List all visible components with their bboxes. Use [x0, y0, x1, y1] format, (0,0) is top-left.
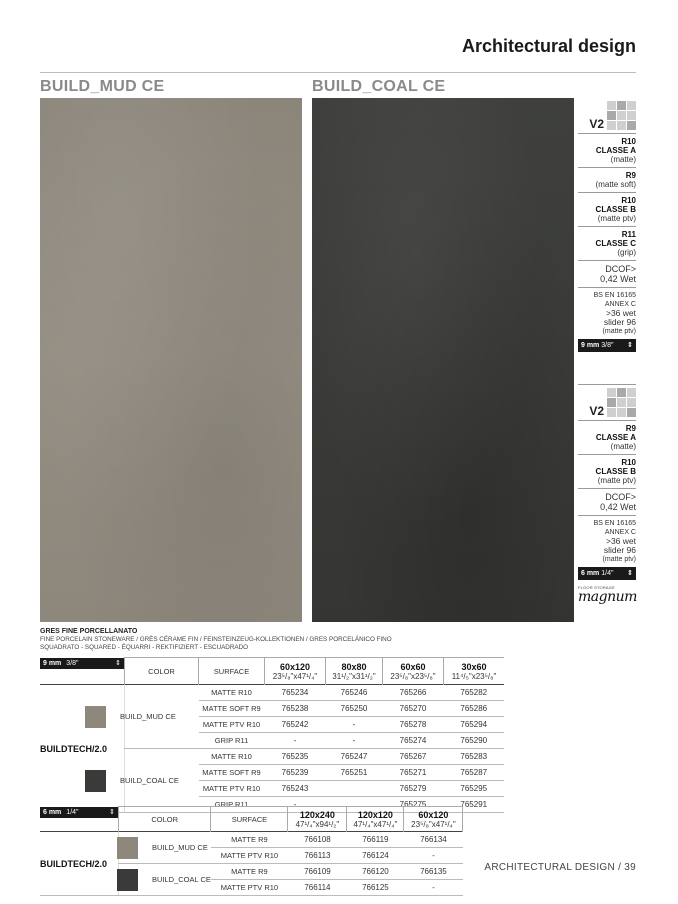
- color-cell-coal: BUILD_COAL CE: [119, 864, 211, 896]
- slip-desc: (grip): [617, 248, 636, 257]
- material-finish: SQUADRATO - SQUARED - ÉQUARRI - REKTIFIZIERT - ESCUADRADO: [40, 644, 249, 651]
- surface-cell: MATTE SOFT R9: [199, 701, 265, 717]
- code-cell: 765271: [383, 765, 444, 781]
- header-divider: [40, 72, 636, 73]
- code-cell: -: [265, 797, 326, 813]
- page-title: Architectural design: [461, 36, 636, 56]
- table-row: [40, 685, 504, 701]
- v2-variation-icon: [607, 388, 636, 417]
- magnum-logo: FLOOR STORAGE magnum: [578, 585, 637, 605]
- code-cell: 766120: [347, 864, 404, 880]
- dcof-label: DCOF>: [605, 492, 636, 502]
- brand-label: BUILDTECH/2.0: [40, 685, 125, 813]
- slip-class-a: CLASSE A: [595, 146, 636, 155]
- dcof-value: 0,42 Wet: [600, 274, 636, 284]
- code-cell: 765294: [444, 717, 505, 733]
- product-title-coal: BUILD_COAL CE: [312, 78, 446, 95]
- col-header-size: 80x80 31¹/₂"x31¹/₂": [326, 658, 383, 685]
- code-cell: 766124: [347, 848, 404, 864]
- code-cell: [326, 781, 383, 797]
- code-cell: 765243: [265, 781, 326, 797]
- surface-cell: MATTE R9: [211, 832, 288, 848]
- surface-cell: MATTE PTV R10: [211, 880, 288, 896]
- spec-panel-6mm: [578, 384, 636, 580]
- bs-standard: BS EN 16165: [593, 520, 636, 527]
- col-header-size: 60x60 23⁵/₈"x23⁵/₈": [383, 658, 444, 685]
- thickness-badge-9mm: 9 mm 3/8" ⇕: [578, 339, 636, 352]
- slider-value: slider 96: [603, 317, 636, 327]
- slip-desc: (matte): [610, 155, 636, 164]
- slider-value: >36 wet: [605, 308, 636, 318]
- page-footer: ARCHITECTURAL DESIGN / 39: [484, 862, 636, 873]
- surface-cell: MATTE PTV R10: [199, 717, 265, 733]
- code-cell: -: [265, 733, 326, 749]
- slip-desc: (matte ptv): [597, 476, 636, 485]
- code-cell: 765251: [326, 765, 383, 781]
- code-cell: 765235: [265, 749, 326, 765]
- brand-label: BUILDTECH/2.0: [40, 832, 119, 896]
- slip-r11: R11: [621, 230, 636, 239]
- surface-cell: GRIP R11: [199, 797, 265, 813]
- surface-cell: MATTE R10: [199, 685, 265, 701]
- code-cell: 766135: [404, 864, 463, 880]
- swatch-build-coal: [312, 98, 574, 622]
- code-cell: 766134: [404, 832, 463, 848]
- slider-value: slider 96: [603, 545, 636, 555]
- code-cell: 765250: [326, 701, 383, 717]
- code-cell: 765270: [383, 701, 444, 717]
- surface-cell: MATTE PTV R10: [199, 781, 265, 797]
- dcof-label: DCOF>: [605, 264, 636, 274]
- slip-class-b: CLASSE B: [595, 467, 636, 476]
- color-cell-mud: BUILD_MUD CE: [119, 832, 211, 864]
- material-translations: FINE PORCELAIN STONEWARE / GRÈS CÉRAME FIN / FEINSTEINZEUG-KOLLEKTIONEN / GRES PORCELÁNICO FINO: [40, 636, 392, 643]
- code-cell: 765267: [383, 749, 444, 765]
- code-cell: 765279: [383, 781, 444, 797]
- code-cell: -: [404, 848, 463, 864]
- dcof-value: 0,42 Wet: [600, 502, 636, 512]
- code-cell: 766125: [347, 880, 404, 896]
- col-header-size: 30x60 11⁴/₅"x23⁵/₈": [444, 658, 505, 685]
- code-cell: 765274: [383, 733, 444, 749]
- code-cell: 765239: [265, 765, 326, 781]
- code-cell: 765247: [326, 749, 383, 765]
- code-cell: 766108: [288, 832, 347, 848]
- surface-cell: MATTE R10: [199, 749, 265, 765]
- col-header-size: 120x240 47¹/₄"x94¹/₂": [288, 807, 347, 832]
- slip-r10: R10: [621, 196, 636, 205]
- col-header-color: COLOR: [119, 807, 211, 832]
- code-cell: -: [326, 717, 383, 733]
- slip-r10: R10: [621, 458, 636, 467]
- col-header-surface: SURFACE: [211, 807, 288, 832]
- v2-variation-icon: [607, 101, 636, 130]
- code-cell: 765295: [444, 781, 505, 797]
- code-cell: -: [404, 880, 463, 896]
- v2-label: V2: [589, 117, 604, 131]
- slip-r9: R9: [625, 171, 636, 180]
- col-header-surface: SURFACE: [199, 658, 265, 685]
- slip-desc: (matte soft): [595, 180, 636, 189]
- thickness-arrow-icon: ⇕: [115, 659, 121, 667]
- code-cell: 765242: [265, 717, 326, 733]
- surface-cell: MATTE SOFT R9: [199, 765, 265, 781]
- slider-desc: (matte ptv): [602, 556, 636, 563]
- slip-class-c: CLASSE C: [595, 239, 636, 248]
- slip-desc: (matte): [610, 442, 636, 451]
- col-header-size: 60x120 23⁵/₈"x47¹/₄": [265, 658, 326, 685]
- code-cell: 766114: [288, 880, 347, 896]
- col-header-size: 120x120 47¹/₄"x47¹/₄": [347, 807, 404, 832]
- surface-cell: MATTE PTV R10: [211, 848, 288, 864]
- slip-desc: (matte ptv): [597, 214, 636, 223]
- thickness-arrow-icon: ⇕: [627, 342, 633, 349]
- code-cell: 765282: [444, 685, 505, 701]
- code-cell: 765291: [444, 797, 505, 813]
- surface-cell: MATTE R9: [211, 864, 288, 880]
- bs-standard: BS EN 16165: [593, 292, 636, 299]
- code-cell: 765278: [383, 717, 444, 733]
- slider-value: >36 wet: [605, 536, 636, 546]
- table-row: [40, 832, 463, 848]
- color-chip-coal: [85, 770, 106, 792]
- surface-cell: GRIP R11: [199, 733, 265, 749]
- spec-panel-9mm: [578, 101, 636, 352]
- code-cell: 765287: [444, 765, 505, 781]
- col-header-color: COLOR: [125, 658, 199, 685]
- slip-class-a: CLASSE A: [595, 433, 636, 442]
- thickness-arrow-icon: ⇕: [627, 570, 633, 577]
- thickness-badge-6mm: 6 mm 1/4" ⇕: [578, 567, 636, 580]
- col-header-size: 60x120 23⁵/₈"x47¹/₄": [404, 807, 463, 832]
- code-cell: 765234: [265, 685, 326, 701]
- code-cell: 765290: [444, 733, 505, 749]
- code-cell: 765286: [444, 701, 505, 717]
- code-cell: 766119: [347, 832, 404, 848]
- slip-r9: R9: [625, 424, 636, 433]
- v2-label: V2: [589, 404, 604, 418]
- slip-r10: R10: [621, 137, 636, 146]
- color-chip-coal: [117, 869, 138, 891]
- slider-desc: (matte ptv): [602, 328, 636, 335]
- code-cell: 766109: [288, 864, 347, 880]
- codes-table-9mm: [40, 657, 504, 813]
- code-cell: 765266: [383, 685, 444, 701]
- thickness-badge-9mm: 9 mm 3/8" ⇕: [40, 658, 124, 669]
- code-cell: 765275: [383, 797, 444, 813]
- code-cell: 765238: [265, 701, 326, 717]
- product-title-mud: BUILD_MUD CE: [40, 78, 165, 95]
- color-cell-coal: BUILD_COAL CE: [125, 749, 199, 813]
- code-cell: -: [326, 733, 383, 749]
- color-chip-mud: [117, 837, 138, 859]
- code-cell: 765246: [326, 685, 383, 701]
- thickness-arrow-icon: ⇕: [109, 808, 115, 816]
- slip-class-b: CLASSE B: [595, 205, 636, 214]
- thickness-badge-6mm: 6 mm 1/4" ⇕: [40, 807, 118, 818]
- color-chip-mud: [85, 706, 106, 728]
- bs-annex: ANNEX C: [604, 301, 636, 308]
- codes-table-6mm: [40, 806, 463, 896]
- material-title: GRES FINE PORCELLANATO: [40, 628, 138, 635]
- code-cell: 765283: [444, 749, 505, 765]
- swatch-build-mud: [40, 98, 302, 622]
- bs-annex: ANNEX C: [604, 529, 636, 536]
- color-cell-mud: BUILD_MUD CE: [125, 685, 199, 749]
- code-cell: 766113: [288, 848, 347, 864]
